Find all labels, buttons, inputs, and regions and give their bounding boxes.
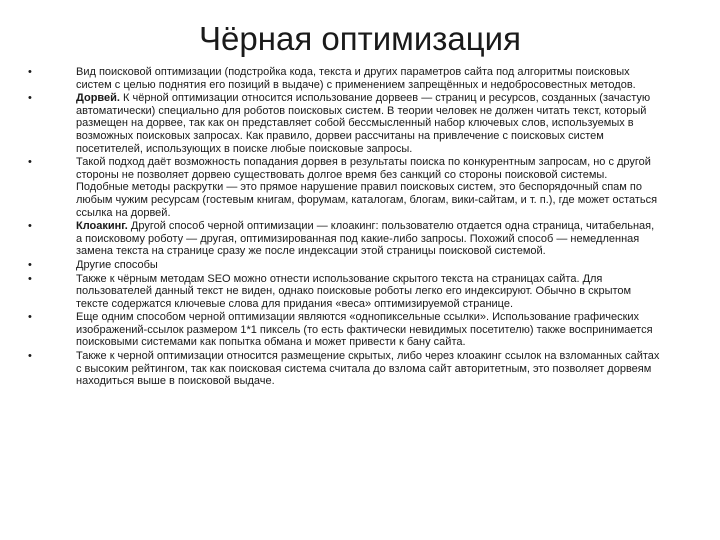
- item-text: Также к чёрным методам SEO можно отнести использование скрытого текста на страницах сайта. Для пользователей данный текст не виден, однако поисковые роботы легко его индексируют. Обычно в скрытом тексте содержатся ключевые слова для придания «веса» оптимизируемой странице.: [76, 272, 632, 310]
- item-text: К чёрной оптимизации относится использование дорвеев — страниц и ресурсов, созданных (зачастую автоматически) специально для роботов поисковых систем. В теории человек не должен читать текст, который размещен на дорвее, так как он представляет собой бессмысленный набор ключевых слов, используемых в возможных поисковых запросах. Как правило, дорвеи рассчитаны на привлечение с поисковых систем посетителей, использующих в поиске любые поисковые запросы.: [76, 92, 651, 155]
- item-text: Еще одним способом черной оптимизации являются «однопиксельные ссылки». Использование графических изображений-ссылок размером 1*1 пиксель (то есть фактически невидимых посетителю) также воспринимается поисковыми системами как попытка обмана и может привести к бану сайта.: [76, 311, 653, 349]
- bullet-icon: •: [28, 272, 32, 285]
- item-lead-term: Дорвей.: [76, 92, 120, 105]
- bullet-icon: •: [28, 258, 32, 271]
- list-item: [28, 220, 660, 258]
- item-text: Такой подход даёт возможность попадания дорвея в результаты поиска по конкурентным запросам, но с другой стороны не позволяет дорвею существовать долгое время без санкций со стороны поисковой системы. Подобные методы раскрутки — это прямое нарушение правил поисковых систем, это беспорядочный спам по любым чужим ресурсам (гостевым книгам, форумам, каталогам, блогам, вики-сайтам, и т. п.), где может остаться ссылка на дорвей.: [76, 156, 658, 219]
- bullet-list: [28, 66, 660, 389]
- list-item: [28, 273, 660, 311]
- bullet-icon: •: [28, 220, 32, 233]
- list-item: [28, 156, 660, 219]
- item-lead-term: Клоакинг.: [76, 220, 128, 233]
- list-item: [28, 92, 660, 155]
- slide-title: Чёрная оптимизация: [199, 20, 521, 57]
- list-item: [28, 259, 660, 272]
- item-text: Вид поисковой оптимизации (подстройка кода, текста и других параметров сайта под алгоритмы поисковых систем с целью поднятия его позиций в выдаче) с применением запрещённых и недобросовестных методов.: [76, 66, 636, 91]
- list-item: [28, 311, 660, 349]
- bullet-icon: •: [28, 311, 32, 324]
- item-text: Другие способы: [76, 258, 158, 271]
- bullet-icon: •: [28, 350, 32, 363]
- list-item: [28, 66, 660, 91]
- item-text: Другой способ черной оптимизации — клоакинг: пользователю отдается одна страница, читабельная, а поисковому роботу — другая, оптимизированная под какие-либо запросы. Похожий способ — немедленная замена текста на странице сразу же после индексации этой страницы поисковой системой.: [76, 220, 655, 258]
- bullet-icon: •: [28, 66, 32, 78]
- list-item: [28, 350, 660, 388]
- bullet-icon: •: [28, 156, 32, 169]
- item-text: Также к черной оптимизации относится размещение скрытых, либо через клоакинг ссылок на взломанных сайтах с высоким рейтингом, так как поисковая система считала до взлома сайт авторитетным, это позволяет дорвеям находиться выше в поисковой выдаче.: [76, 350, 660, 388]
- bullet-icon: •: [28, 92, 32, 105]
